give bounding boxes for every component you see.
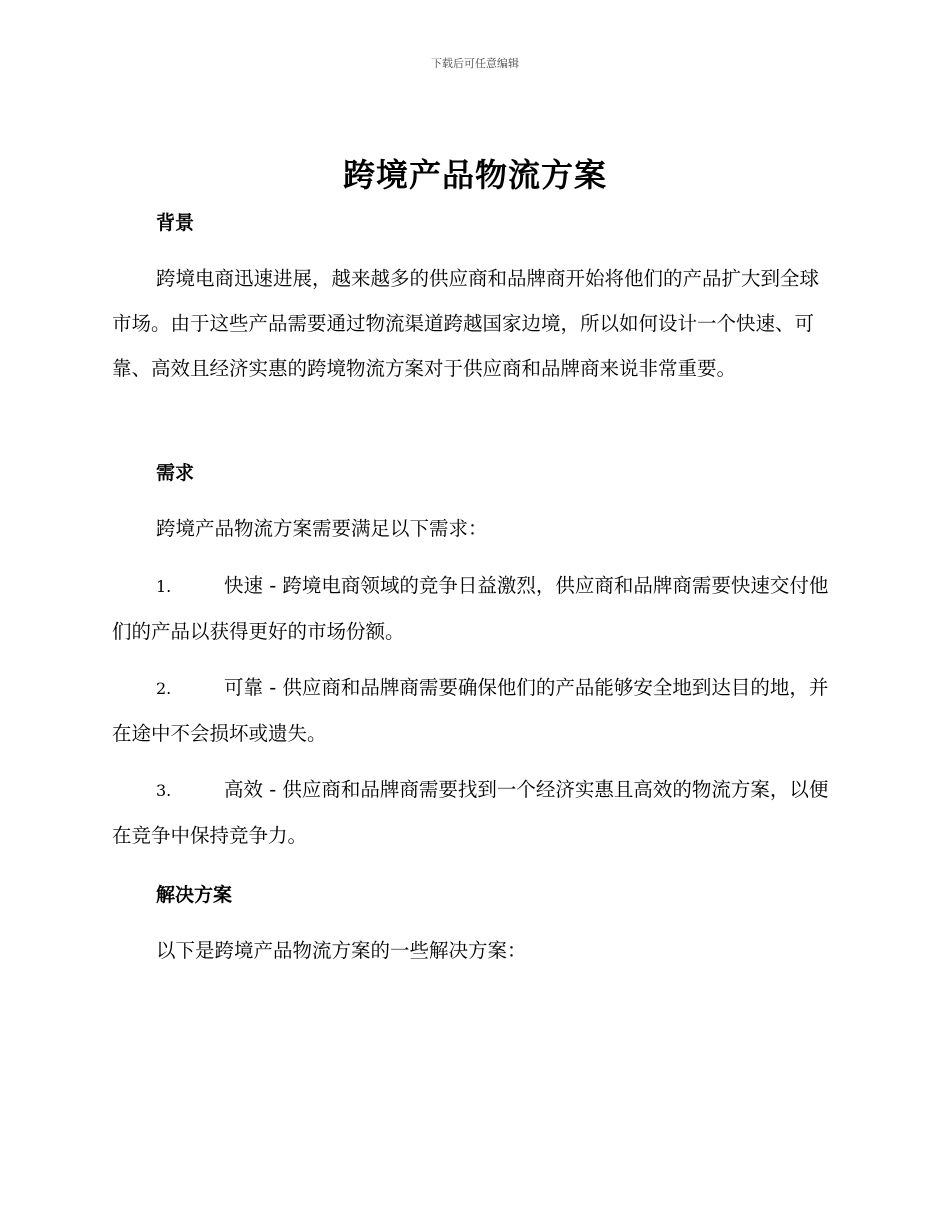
section-heading-solutions: 解决方案 bbox=[156, 884, 233, 906]
list-item bbox=[112, 767, 832, 858]
list-item bbox=[112, 563, 832, 654]
section-heading-background: 背景 bbox=[156, 212, 195, 234]
section-heading-requirements: 需求 bbox=[156, 462, 195, 484]
background-paragraph: 跨境电商迅速进展，越来越多的供应商和品牌商开始将他们的产品扩大到全球市场。由于这些产品需要通过物流渠道跨越国家边境，所以如何设计一个快速、可靠、高效且经济实惠的跨境物流方案对于供应商和品牌商来说非常重要。 bbox=[112, 267, 820, 380]
list-item-text: 快速 - 跨境电商领域的竞争日益激烈，供应商和品牌商需要快速交付他们的产品以获得更好的市场份额。 bbox=[112, 574, 829, 643]
list-item-number: 3. bbox=[156, 781, 172, 800]
list-item bbox=[112, 665, 832, 756]
list-item-text: 高效 - 供应商和品牌商需要找到一个经济实惠且高效的物流方案，以便在竞争中保持竞争力。 bbox=[112, 778, 829, 847]
list-item-number: 2. bbox=[156, 679, 172, 698]
list-item-text: 可靠 - 供应商和品牌商需要确保他们的产品能够安全地到达目的地，并在途中不会损坏或遗失。 bbox=[112, 676, 829, 745]
solutions-intro: 以下是跨境产品物流方案的一些解决方案： bbox=[156, 939, 527, 962]
list-item-number: 1. bbox=[156, 577, 172, 596]
header-note: 下载后可任意编辑 bbox=[431, 57, 519, 70]
requirements-intro: 跨境产品物流方案需要满足以下需求： bbox=[156, 517, 488, 540]
document-title: 跨境产品物流方案 bbox=[342, 156, 607, 194]
